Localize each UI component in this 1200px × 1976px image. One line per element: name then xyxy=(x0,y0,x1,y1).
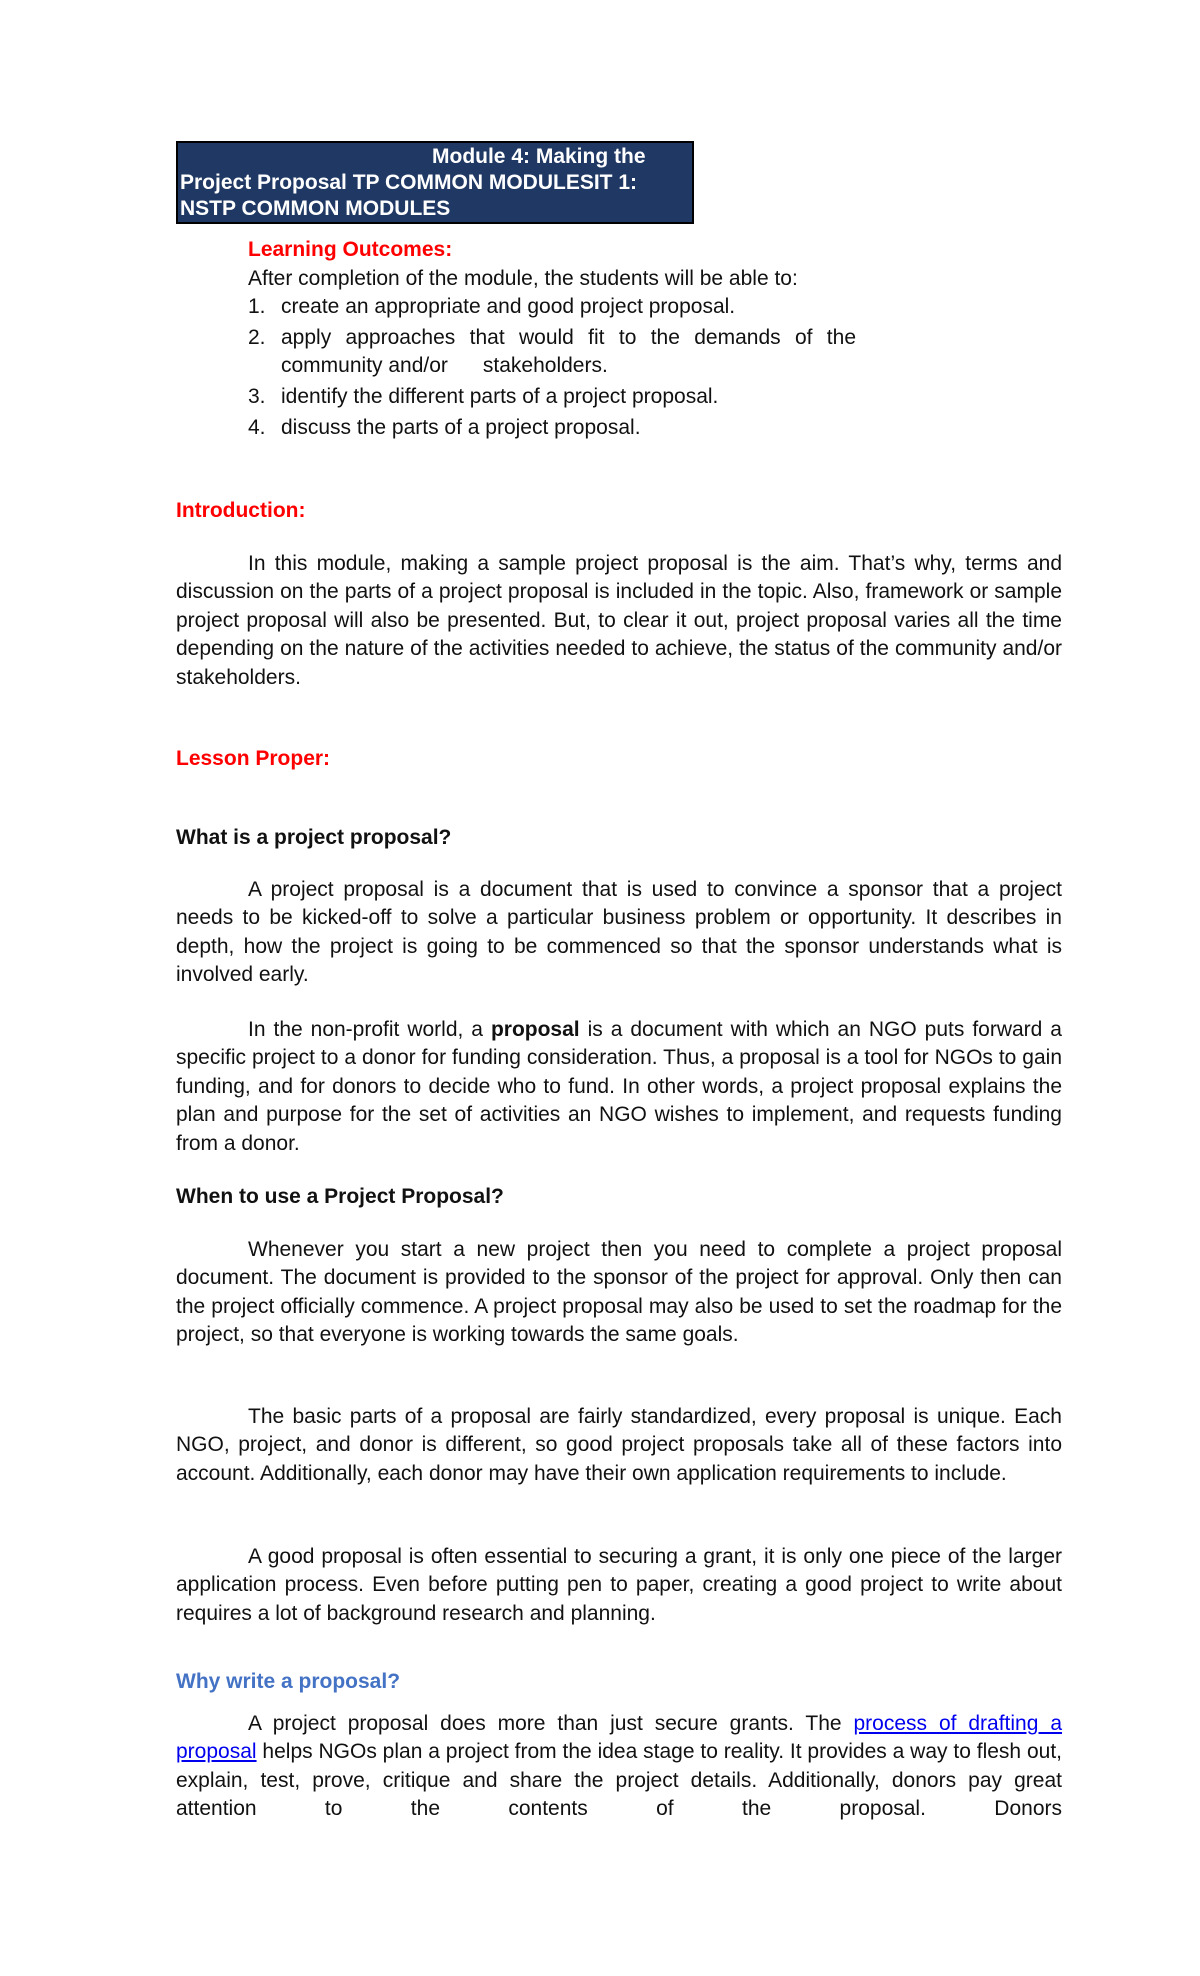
module-title-line-1: Module 4: Making the xyxy=(432,145,646,168)
why-write-heading: Why write a proposal? xyxy=(176,1670,401,1693)
list-item-text: identify the different parts of a project proposal. xyxy=(281,385,719,408)
paragraph-non-profit xyxy=(176,1016,1062,1158)
why-write-section xyxy=(176,1710,1062,1824)
list-item-number: 1. xyxy=(248,295,266,318)
list-item-number: 4. xyxy=(248,416,266,439)
paragraph-non-profit-start: In the non-profit world, a xyxy=(248,1018,491,1041)
process-of-drafting-link[interactable]: process of drafting a proposal xyxy=(176,1712,1062,1764)
list-item-number: 2. xyxy=(248,326,266,349)
paragraph-good-proposal: A good proposal is often essential to securing a grant, it is only one piece of the larger application process. Even before putting pen to paper, creating a good project to write about requires a lot of background research and planning. xyxy=(176,1545,1062,1625)
learning-outcomes-section xyxy=(248,236,888,442)
good-proposal-section xyxy=(176,1543,1062,1628)
module-title-line-2: Project Proposal TP COMMON MODULESIT 1: xyxy=(180,171,637,194)
paragraph-basic-parts: The basic parts of a proposal are fairly standardized, every proposal is unique. Each NGO, project, and donor is different, so good project proposals take all of these factors into account. Additionally, each donor may have their own application requirements to include. xyxy=(176,1405,1062,1485)
list-item-text: create an appropriate and good project proposal. xyxy=(281,295,736,318)
list-item-text: apply approaches that would fit to the demands of the community and/or stakeholders. xyxy=(281,326,856,377)
paragraph-when-to-use: Whenever you start a new project then you need to complete a project proposal document. The document is provided to the sponsor of the project for approval. Only then can the project officially commence. A project proposal may also be used to set the roadmap for the project, so that everyone is working towards the same goals. xyxy=(176,1238,1062,1347)
introduction-paragraph: In this module, making a sample project proposal is the aim. That’s why, terms and discussion on the parts of a project proposal is included in the topic. Also, framework or sample project proposal will also be presented. But, to clear it out, project proposal varies all the time depending on the nature of the activities needed to achieve, the status of the community and/or stakeholders. xyxy=(176,552,1062,689)
question-what-is-project-proposal: What is a project proposal? xyxy=(176,826,452,849)
when-to-use-section xyxy=(176,1236,1062,1350)
proposal-keyword: proposal xyxy=(490,1018,580,1041)
list-item xyxy=(248,414,888,442)
paragraph-why-write-start: A project proposal does more than just secure grants. The xyxy=(248,1712,854,1735)
learning-outcomes-heading: Learning Outcomes: xyxy=(248,238,453,261)
introduction-section xyxy=(176,550,1062,692)
question-when-to-use: When to use a Project Proposal? xyxy=(176,1185,504,1208)
module-title-box xyxy=(176,141,694,224)
paragraph-non-profit-rest: is a document with which an NGO puts forward a specific project to a donor for funding consideration. Thus, a proposal is a tool for NGOs to gain funding, and for donors to decide who to fund. In other words, a project proposal explains the plan and purpose for the set of activities an NGO wishes to implement, and requests funding from a donor. xyxy=(176,1018,1062,1155)
list-item xyxy=(248,383,888,411)
learning-outcomes-intro: After completion of the module, the students will be able to: xyxy=(248,267,798,290)
paragraph-definition: A project proposal is a document that is used to convince a sponsor that a project needs to be kicked-off to solve a particular business problem or opportunity. It describes in depth, how the project is going to be commenced so that the sponsor understands what is involved early. xyxy=(176,878,1062,987)
what-is-section xyxy=(176,876,1062,990)
basic-parts-section xyxy=(176,1403,1062,1488)
list-item-number: 3. xyxy=(248,385,266,408)
paragraph-why-write xyxy=(176,1710,1062,1824)
learning-outcomes-list xyxy=(248,293,888,442)
module-title-line-3: NSTP COMMON MODULES xyxy=(180,197,451,220)
lesson-proper-heading: Lesson Proper: xyxy=(176,747,331,770)
introduction-heading: Introduction: xyxy=(176,499,306,522)
list-item xyxy=(248,324,888,380)
paragraph-why-write-rest: helps NGOs plan a project from the idea stage to reality. It provides a way to flesh out, explain, test, prove, critique and share the project details. Additionally, donors pay great attention to the contents of the proposal. Donors xyxy=(176,1740,1062,1821)
non-profit-section xyxy=(176,1016,1062,1158)
list-item xyxy=(248,293,888,321)
list-item-text: discuss the parts of a project proposal. xyxy=(281,416,641,439)
